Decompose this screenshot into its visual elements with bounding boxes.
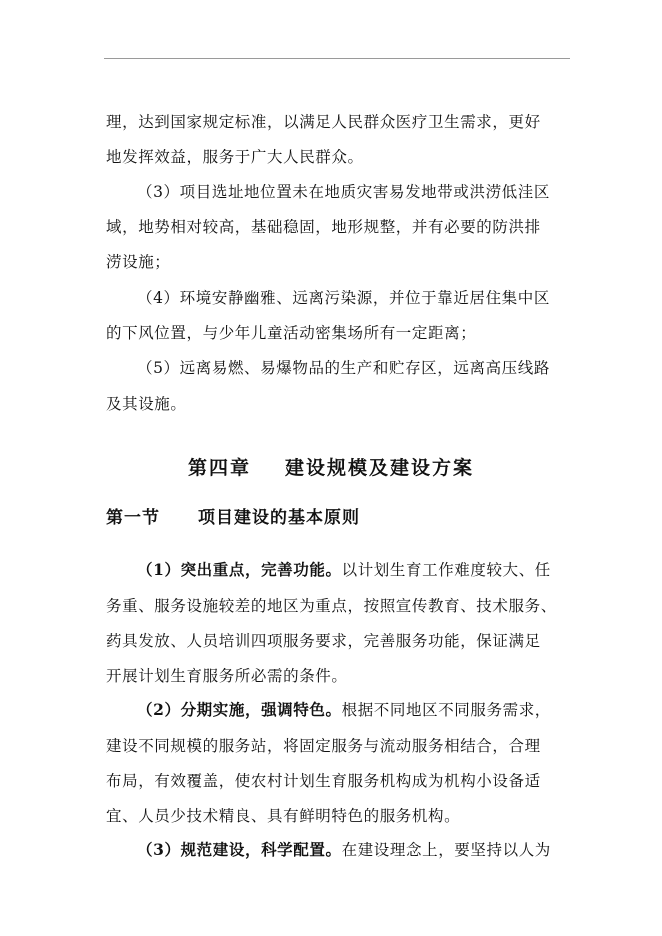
principle-1-heading: （1）突出重点，完善功能。 <box>137 560 342 579</box>
chapter-number: 第四章 <box>187 457 251 479</box>
section-number: 第一节 <box>106 508 160 528</box>
principle-3-line <box>137 840 607 860</box>
header-rule <box>104 58 570 59</box>
item-3-line: 涝设施； <box>106 253 171 271</box>
item-3-line: （3）项目选址地位置未在地质灾害易发地带或洪涝低洼区 <box>137 183 550 201</box>
principle-3-text: 在建设理念上，要坚持以人为 <box>341 841 551 859</box>
principle-2-line <box>137 700 607 720</box>
principle-2-heading: （2）分期实施，强调特色。 <box>137 700 342 719</box>
item-3-line: 域，地势相对较高，基础稳固，地形规整，并有必要的防洪排 <box>106 218 541 236</box>
principle-1-line: 务重、服务设施较差的地区为重点，按照宣传教育、技术服务、 <box>106 597 557 615</box>
principle-1-line <box>137 560 607 580</box>
principle-2-line: 宜、人员少技术精良、具有鲜明特色的服务机构。 <box>106 807 461 825</box>
chapter-heading <box>0 456 662 480</box>
principle-1-line: 开展计划生育服务所必需的条件。 <box>106 667 348 685</box>
item-5-line: （5）远离易燃、易爆物品的生产和贮存区，远离高压线路 <box>137 359 550 377</box>
principle-3-heading: （3）规范建设，科学配置。 <box>137 840 342 859</box>
chapter-title: 建设规模及建设方案 <box>285 457 475 479</box>
item-4-line: （4）环境安静幽雅、远离污染源，并位于靠近居住集中区 <box>137 289 550 307</box>
principle-1-line: 药具发放、人员培训四项服务要求，完善服务功能，保证满足 <box>106 632 541 650</box>
paragraph-line: 地发挥效益，服务于广大人民群众。 <box>106 148 364 166</box>
item-5-line: 及其设施。 <box>106 395 187 413</box>
paragraph-line: 理，达到国家规定标准，以满足人民群众医疗卫生需求，更好 <box>106 113 541 131</box>
item-4-line: 的下风位置，与少年儿童活动密集场所有一定距离； <box>106 324 477 342</box>
section-heading <box>106 507 360 529</box>
principle-1-text: 以计划生育工作难度较大、任 <box>341 561 551 579</box>
principle-2-text: 根据不同地区不同服务需求， <box>341 701 551 719</box>
section-title: 项目建设的基本原则 <box>198 508 360 528</box>
principle-2-line: 布局，有效覆盖，使农村计划生育服务机构成为机构小设备适 <box>106 772 541 790</box>
principle-2-line: 建设不同规模的服务站，将固定服务与流动服务相结合，合理 <box>106 737 541 755</box>
